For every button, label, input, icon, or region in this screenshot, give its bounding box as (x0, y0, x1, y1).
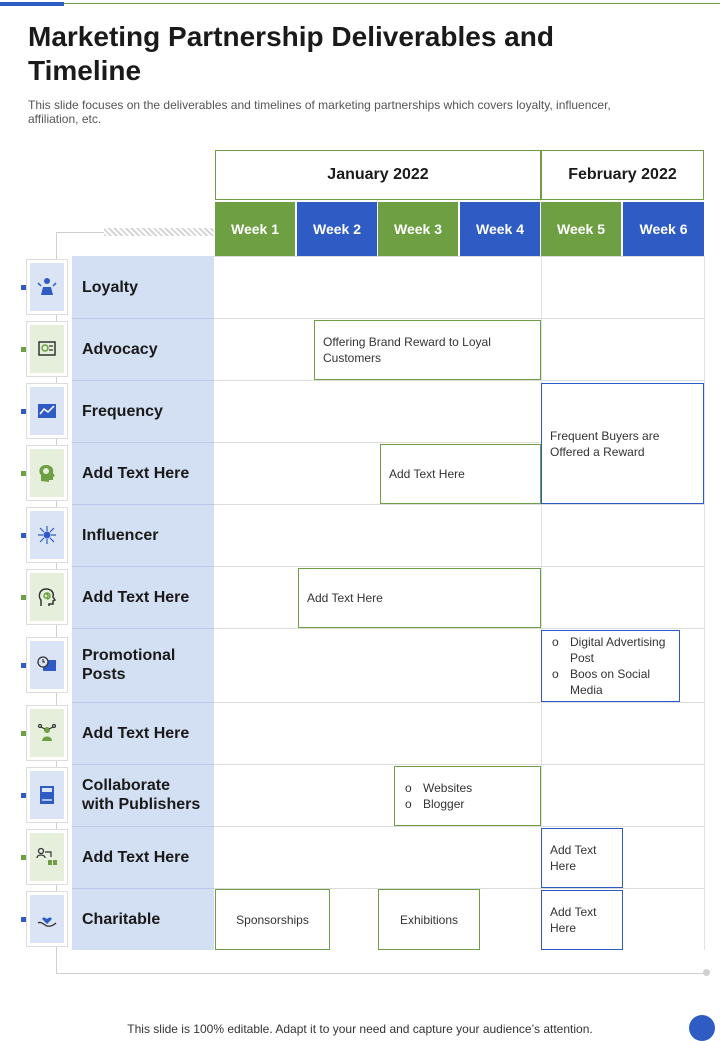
frame-line (56, 232, 104, 233)
grid-line (214, 702, 704, 703)
week-header-6: Week 6 (623, 202, 704, 256)
row-label-6: Add Text Here (82, 588, 190, 606)
list-item: o Websites (403, 780, 472, 796)
row-icon-box (26, 383, 68, 439)
slide-nav-dot[interactable] (689, 1015, 715, 1041)
row-icon-box (26, 705, 68, 761)
row-label-10: Add Text Here (82, 848, 190, 866)
deliverable-row-4: Add Text Here (380, 444, 541, 504)
list-item: o Blogger (403, 796, 472, 812)
people-exchange-icon (30, 833, 64, 881)
row-label-advocacy: Advocacy (82, 340, 158, 358)
publishers-list (403, 780, 472, 812)
deliverable-row-6: Add Text Here (298, 568, 541, 628)
row-icon-box (26, 637, 68, 693)
week-header-3: Week 3 (378, 202, 458, 256)
row-icon-box (26, 259, 68, 315)
month-header-january: January 2022 (215, 150, 541, 200)
page-subtitle: This slide focuses on the deliverables and timelines of marketing partnerships which covers loyalty, influencer, affiliation, etc. (28, 98, 611, 126)
row-label-influencer: Influencer (82, 526, 159, 544)
deliverable-promotional-posts (541, 630, 680, 702)
row-icon-box (26, 445, 68, 501)
month-header-february: February 2022 (541, 150, 704, 200)
row-icon-box (26, 829, 68, 885)
deliverable-sponsorships: Sponsorships (215, 889, 330, 950)
deliverable-publishers (394, 766, 541, 826)
top-accent-line (0, 3, 720, 4)
row-label-collaborate-publishers: Collaborate with Publishers (82, 777, 201, 813)
week-header-5: Week 5 (541, 202, 621, 256)
row-icon-box (26, 767, 68, 823)
list-item: o Digital Advertising Post (550, 634, 671, 666)
deliverable-advocacy: Offering Brand Reward to Loyal Customers (314, 320, 541, 380)
footer-note: This slide is 100% editable. Adapt it to your need and capture your audience’s attention. (127, 1022, 593, 1036)
grid-line (214, 628, 704, 629)
deliverable-charitable-3: Add Text Here (541, 890, 623, 950)
deliverable-row-10: Add Text Here (541, 828, 623, 888)
frequency-chart-icon (30, 387, 64, 435)
week-header-4: Week 4 (460, 202, 540, 256)
network-person-icon (30, 511, 64, 559)
frame-line (56, 973, 706, 974)
advocacy-certificate-icon (30, 325, 64, 373)
grid-line (214, 504, 704, 505)
grid-line (214, 318, 704, 319)
row-label-frequency: Frequency (82, 402, 163, 420)
head-spiral-icon (30, 573, 64, 621)
clock-screen-icon (30, 641, 64, 689)
week-header-1: Week 1 (215, 202, 295, 256)
grid-line (214, 826, 704, 827)
row-label-charitable: Charitable (82, 910, 161, 928)
row-label-8: Add Text Here (82, 724, 190, 742)
deliverable-frequency: Frequent Buyers are Offered a Reward (541, 383, 704, 504)
frame-dot (703, 969, 710, 976)
page-title: Marketing Partnership Deliverables and Timeline (28, 21, 554, 86)
list-item: o Boos on Social Media (550, 666, 671, 698)
gear-head-icon (30, 449, 64, 497)
grid-line (214, 256, 704, 257)
deliverable-exhibitions: Exhibitions (378, 889, 480, 950)
grid-right-edge (704, 256, 705, 950)
row-icon-box (26, 891, 68, 947)
loyalty-person-icon (30, 263, 64, 311)
row-icon-box (26, 507, 68, 563)
row-label-loyalty: Loyalty (82, 278, 139, 296)
book-icon (30, 771, 64, 819)
row-label-promotional-posts: Promotional Posts (82, 647, 176, 683)
grid-line (214, 380, 704, 381)
row-icon-box (26, 569, 68, 625)
hand-heart-icon (30, 895, 64, 943)
week-header-2: Week 2 (297, 202, 377, 256)
row-label-4: Add Text Here (82, 464, 190, 482)
row-icon-box (26, 321, 68, 377)
person-connections-icon (30, 709, 64, 757)
grid-line (214, 764, 704, 765)
hatch-decoration (104, 228, 214, 236)
grid-line (214, 566, 704, 567)
top-accent-bar (0, 2, 64, 6)
promotional-post-list (550, 634, 671, 698)
